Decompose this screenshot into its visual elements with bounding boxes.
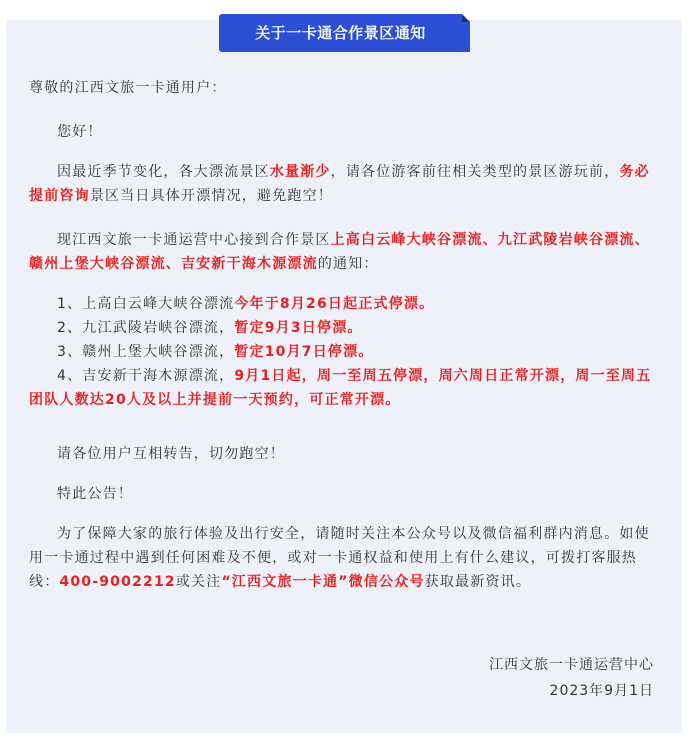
para3-text-3: 获取最新资讯。 — [424, 574, 532, 590]
para1-highlight-1: 水量渐少 — [269, 164, 331, 180]
para2-text-1: 现江西文旅一卡通运营中心接到合作景区 — [57, 232, 331, 248]
list-item-text: 2、九江武陵岩峡谷漂流， — [57, 320, 235, 336]
paragraph-water-level — [29, 160, 661, 208]
paragraph-partner-notice — [29, 228, 661, 276]
list-item-text: 3、赣州上堡大峡谷漂流， — [57, 344, 235, 360]
wechat-account-name: “江西文旅一卡通”微信公众号 — [221, 574, 425, 590]
list-item — [29, 316, 661, 340]
para1-highlight-2: 务必提前咨询 — [29, 164, 650, 204]
para2-text-2: 的通知： — [317, 256, 379, 272]
forward-reminder: 请各位用户互相转告，切勿跑空！ — [57, 446, 285, 462]
list-item — [29, 292, 661, 316]
signature-block — [489, 652, 654, 704]
banner-fold-decoration — [462, 14, 470, 22]
banner-title: 关于一卡通合作景区通知 — [219, 14, 462, 52]
list-item-highlight: 暂定10月7日停漂。 — [234, 344, 374, 360]
greeting: 您好！ — [57, 124, 103, 140]
list-item-highlight: 9月1日起，周一至周五停漂，周六周日正常开漂，周一至周五团队人数达20人及以上并提前一天预约，可正常开漂。 — [29, 368, 652, 408]
signature-date: 2023年9月1日 — [549, 683, 654, 699]
paragraph-contact — [29, 522, 661, 594]
para3-text-2: 或关注 — [175, 574, 222, 590]
closure-list — [29, 292, 661, 412]
list-item — [29, 340, 661, 364]
para3-text-1: 为了保障大家的旅行体验及出行安全，请随时关注本公众号以及微信福利群内消息。如使用一卡通过程中遇到任何困难及不便，或对一卡通权益和使用上有什么建议，可拨打客服热线： — [29, 526, 650, 590]
salutation: 尊敬的江西文旅一卡通用户： — [29, 80, 227, 96]
title-banner — [219, 14, 470, 52]
para1-text-2: ，请各位游客前往相关类型的景区游玩前， — [330, 164, 620, 180]
hotline-number: 400-9002212 — [59, 574, 176, 590]
list-item-highlight: 暂定9月3日停漂。 — [234, 320, 363, 336]
notice-body — [29, 76, 661, 594]
para2-highlight-scenic-spots: 上高白云峰大峡谷漂流、九江武陵岩峡谷漂流、赣州上堡大峡谷漂流、吉安新干海木源漂流 — [29, 232, 650, 272]
para1-text-3: 景区当日具体开漂情况，避免跑空！ — [89, 188, 334, 204]
list-item-text: 4、吉安新干海木源漂流， — [57, 368, 235, 384]
para1-text-1: 因最近季节变化，各大漂流景区 — [57, 164, 270, 180]
signature-organization: 江西文旅一卡通运营中心 — [489, 657, 654, 673]
list-item — [29, 364, 661, 412]
banner-tail-decoration — [462, 22, 470, 52]
list-item-text: 1、上高白云峰大峡谷漂流 — [57, 296, 235, 312]
list-item-highlight: 今年于8月26日起正式停漂。 — [234, 296, 435, 312]
announcement-line: 特此公告！ — [57, 486, 133, 502]
